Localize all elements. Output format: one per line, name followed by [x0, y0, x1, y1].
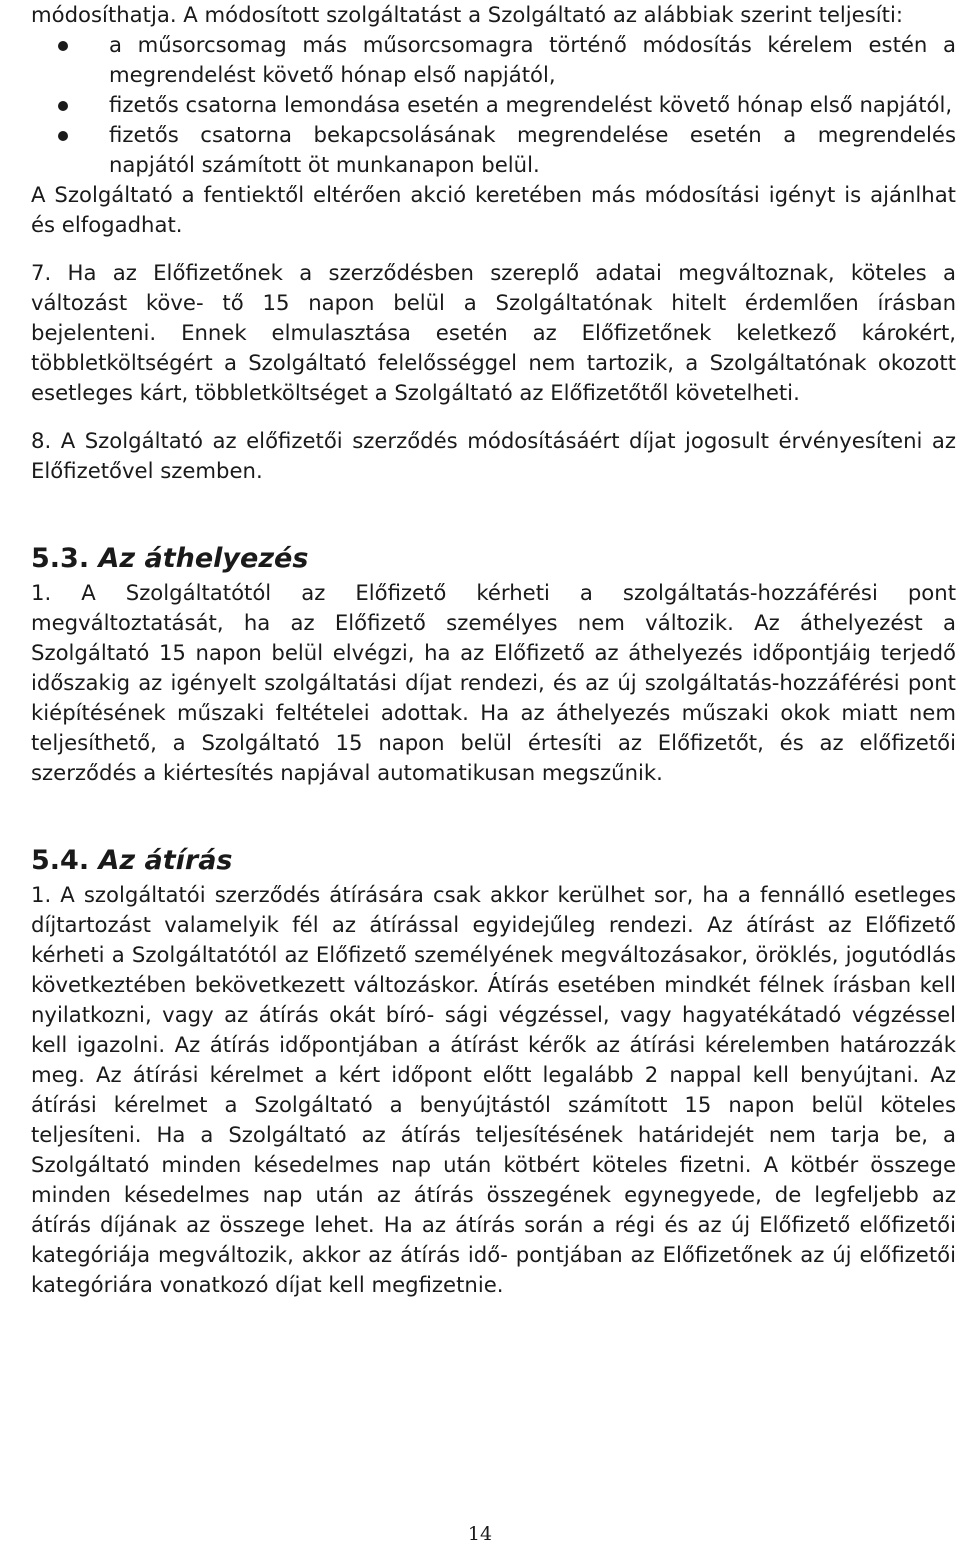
list-item-text: fizetős csatorna bekapcsolásának megrendelése esetén a megrendelés napjától számított öt munkanapon belül.: [109, 122, 956, 177]
item-7-paragraph: 7. Ha az Előfizetőnek a szerződésben szereplő adatai megváltoznak, köteles a változást köve- tő 15 napon belül a Szolgáltatónak hitelt érdemlően írásban bejelenteni. Ennek elmulasztása esetén az Előfizetőnek keletkező károkért, többletköltségért a Szolgáltató felelősséggel nem tartozik, a Szolgáltatónak okozott esetleges kárt, többletköltséget a Szolgáltató az Előfizetőtől követelheti.: [31, 260, 956, 405]
section-5-4-heading: [31, 844, 956, 878]
section-5-4-paragraph: 1. A szolgáltatói szerződés átírására csak akkor kerülhet sor, ha a fennálló esetleges díjtartozást valamelyik fél az átírással egyidejűleg rendezi. Az átírást az Előfizető kérheti a Szolgáltatótól az Előfizető személyének megváltozásakor, öröklés, jogutódlás következtében bekövetkezett változáskor. Átírás esetében mindkét félnek írásban kell nyilatkozni, vagy az átírás okát bíró- sági végzéssel, vagy hagyatékátadó végzéssel kell igazolni. Az átírás időpontjában a átírást kérők az átírási kérelemben határozzák meg. Az átírási kérelmet a kért időpont előtt legalább 2 nappal kell benyújtani. Az átírási kérelmet a Szolgáltató a benyújtástól számított 15 napon belül köteles teljesíteni. Ha a Szolgáltató az átírás teljesítésének határidejét nem tarja be, a Szolgáltató minden késedelmes nap után kötbért köteles fizetni. A kötbér összege minden késedelmes nap után az átírás összegének egynegyede, de legfeljebb az átírás díjának az összege lehet. Ha az átírás során a régi és az új Előfizető előfizetői kategóriája megváltozik, akkor az átírás idő- pontjában az Előfizetőnek az új előfizetői kategóriára vonatkozó díjat kell megfizetnie.: [31, 882, 956, 1297]
list-item-text: fizetős csatorna lemondása esetén a megrendelést követő hónap első napjától,: [109, 92, 953, 117]
modification-list: [31, 30, 956, 180]
section-title: Az átírás: [98, 845, 233, 876]
offer-paragraph: A Szolgáltató a fentiektől eltérően akció keretében más módosítási igényt is ajánlhat és elfogadhat.: [31, 182, 956, 237]
page-number: 14: [467, 1523, 493, 1545]
section-number: 5.3.: [31, 543, 90, 574]
section-title: Az áthelyezés: [98, 543, 309, 574]
list-item: [31, 30, 956, 90]
section-5-3-heading: [31, 542, 956, 576]
item-8-paragraph: 8. A Szolgáltató az előfizetői szerződés módosításáért díjat jogosult érvényesíteni az Előfizetővel szemben.: [31, 428, 956, 483]
bullet-icon: [58, 101, 68, 111]
bullet-icon: [58, 41, 68, 51]
list-item: [31, 120, 956, 180]
intro-paragraph: módosíthatja. A módosított szolgáltatást a Szolgáltató az alábbiak szerint teljesíti:: [31, 2, 903, 27]
list-item-text: a műsorcsomag más műsorcsomagra történő módosítás kérelem estén a megrendelést követő hónap első napjától,: [109, 32, 956, 87]
section-5-3-paragraph: 1. A Szolgáltatótól az Előfizető kérheti a szolgáltatás-hozzáférési pont megváltoztatását, ha az Előfizető személyes nem változik. Az áthelyezést a Szolgáltató 15 napon belül elvégzi, ha az Előfizető az áthelyezés időpontjáig terjedő időszakig az igényelt szolgáltatási díjat rendezi, és az új szolgáltatás-hozzáférési pont kiépítésének műszaki feltételei adottak. Ha az áthelyezés műszaki okok miatt nem teljesíthető, a Szolgáltató 15 napon belül értesíti az Előfizetőt, és az előfizetői szerződés a kiértesítés napjával automatikusan megszűnik.: [31, 580, 956, 785]
section-number: 5.4.: [31, 845, 90, 876]
list-item: [31, 90, 956, 120]
bullet-icon: [58, 131, 68, 141]
document-page: [31, 0, 956, 1300]
